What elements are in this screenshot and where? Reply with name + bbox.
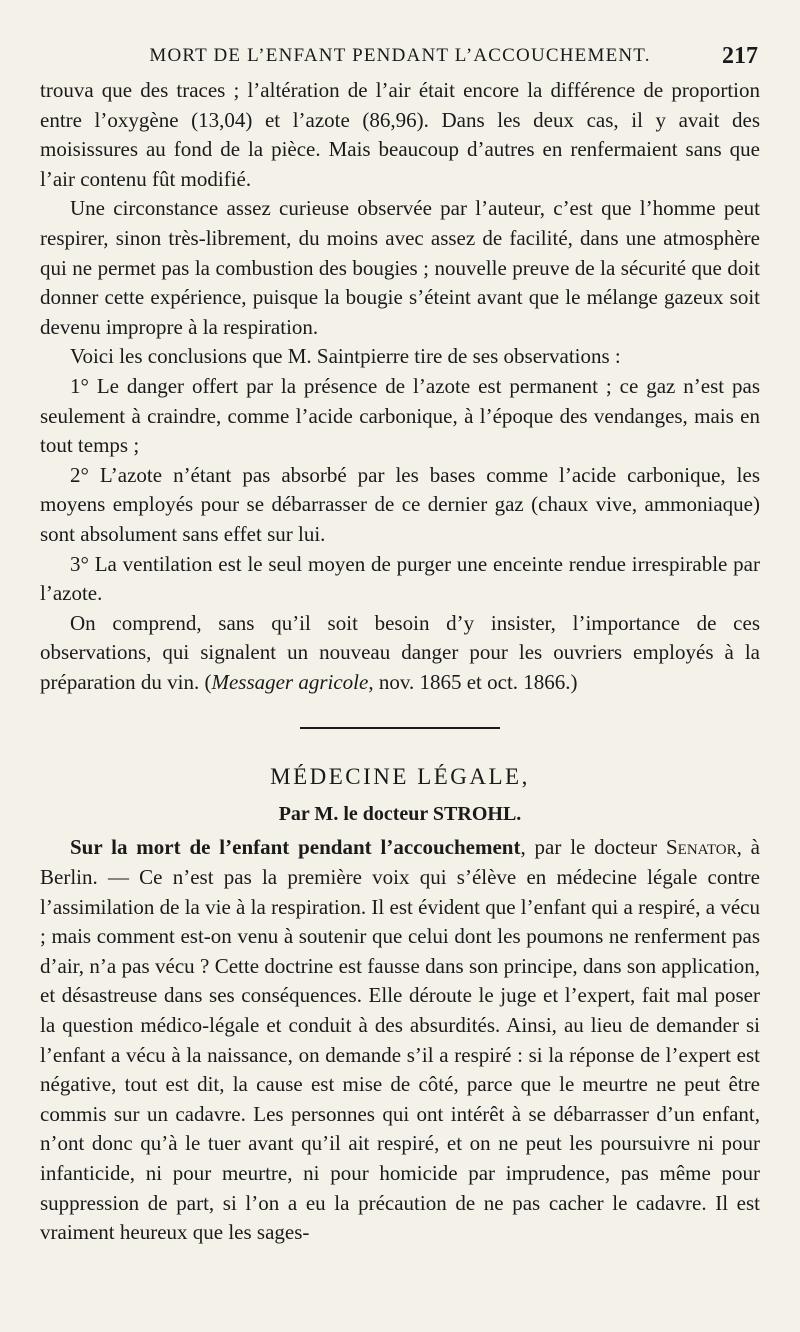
article-body: , à Berlin. — Ce n’est pas la première voix qui s’élève en médecine légale contre l’assimilation de la vie à la respiration. Il est évident que l’enfant qui a respiré, a vécu ; mais comment est-on venu à soutenir que celui dont les poumons ne renferment pas d’air, n’a pas vécu ? Cette doctrine est fausse dans son principe, dans son application, et désastreuse dans ses conséquences. Elle déroute le juge et l’expert, fait mal poser la question médico-légale et conduit à des absurdités. Ainsi, au lieu de demander si l’enfant a vécu à la naissance, on demande s’il a respiré : si la réponse de l’expert est négative, tout est dit, la cause est mise de côté, parce que le meurtre ne peut être commis sur un cadavre. Les personnes qui ont intérêt à se débarrasser d’un enfant, n’ont donc qu’à le tuer avant qu’il ait respiré, et on ne peut les poursuivre ni pour infanticide, ni pour meurtre, ni pour homicide par imprudence, pas même pour suppression de part, si l’on a eu la précaution de ne pas cacher le cadavre. Il est vraiment heureux que les sages- (40, 835, 760, 1245)
paragraph-closing (40, 609, 760, 698)
paragraph-conclusions-intro: Voici les conclusions que M. Saintpierre tire de ses observations : (70, 344, 621, 369)
section-byline: Par M. le docteur STROHL. (278, 803, 522, 826)
source-dates: , nov. 1865 et oct. 1866.) (368, 669, 578, 694)
running-header (40, 36, 760, 76)
article-lead-after: , par le docteur (520, 835, 666, 860)
page-number: 217 (722, 43, 758, 69)
conclusion-item-3: 3° La ventilation est le seul moyen de purger une enceinte rendue irrespirable par l’azote. (40, 551, 760, 606)
section-divider (300, 727, 500, 729)
conclusion-item-1: 1° Le danger offert par la présence de l’azote est permanent ; ce gaz n’est pas seulement à craindre, comme l’acide carbonique, à l’époque des vendanges, mais en tout temps ; (40, 373, 760, 458)
section-title: MÉDECINE LÉGALE, (270, 764, 530, 790)
article-author: Senator (666, 835, 737, 860)
running-title: MORT DE L’ENFANT PENDANT L’ACCOUCHEMENT. (149, 45, 651, 66)
source-title: Messager agricole (211, 669, 369, 694)
paragraph-circonstance: Une circonstance assez curieuse observée par l’auteur, c’est que l’homme peut respirer, sinon très-librement, du moins avec assez de facilité, dans une atmosphère qui ne permet pas la combustion des bougies ; nouvelle preuve de la sécurité que doit donner cette expérience, puisque la bougie s’éteint avant que le mélange gazeux soit devenu impropre à la respiration. (40, 196, 760, 339)
closing-text: On comprend, sans qu’il soit besoin d’y insister, l’importance de ces observations, qui signalent un nouveau danger pour les ouvriers employés à la préparation du vin. ( (40, 610, 760, 694)
conclusion-item-2: 2° L’azote n’étant pas absorbé par les bases comme l’acide carbonique, les moyens employés pour se débarrasser de ce dernier gaz (chaux vive, ammoniaque) sont absolument sans effet sur lui. (40, 462, 760, 546)
paragraph-continuation: trouva que des traces ; l’altération de l’air était encore la différence de proportion entre l’oxygène (13,04) et l’azote (86,96). Dans les deux cas, il y avait des moisissures au fond de la pièce. Mais beaucoup d’autres en renfermaient sans que l’air contenu fût modifié. (40, 78, 760, 191)
article-lead-title: Sur la mort de l’enfant pendant l’accouchement (70, 835, 521, 860)
article-paragraph (40, 833, 760, 1247)
